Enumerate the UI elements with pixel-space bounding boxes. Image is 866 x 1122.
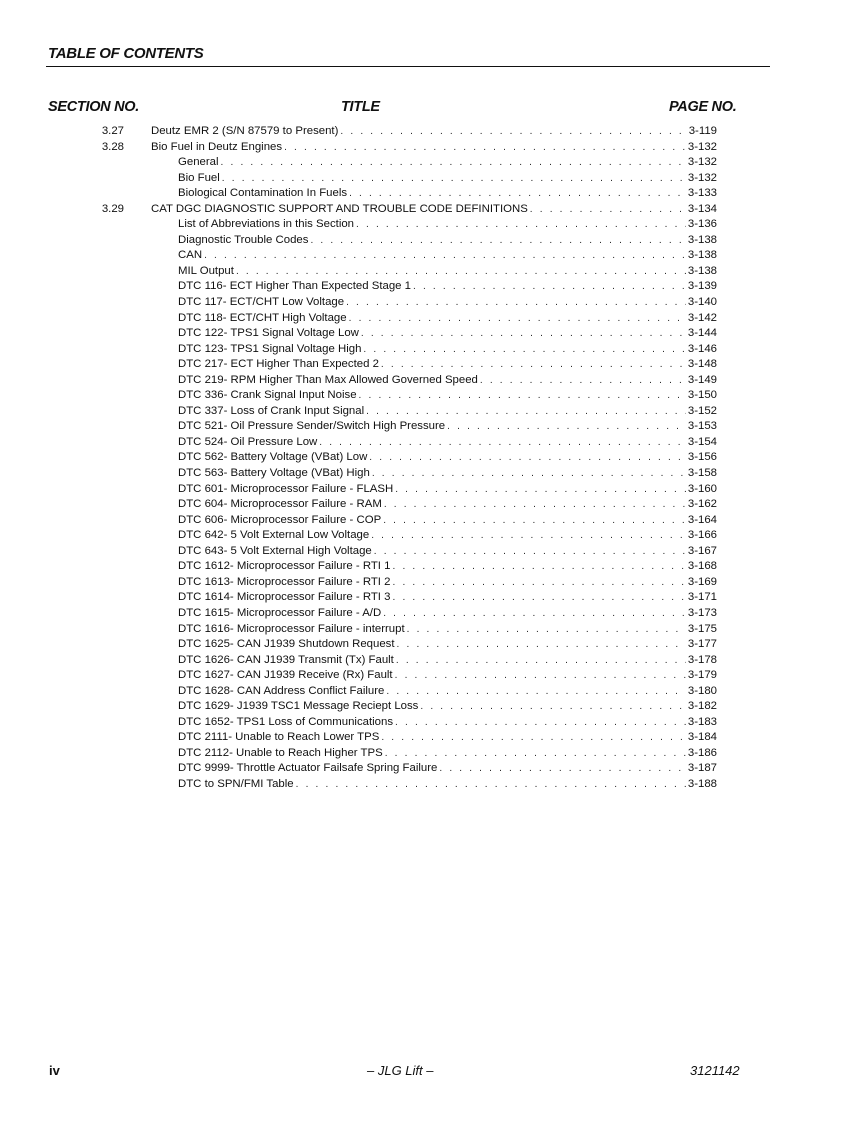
toc-entry[interactable]: [0, 171, 866, 187]
toc-entry-page: 3-139: [687, 280, 717, 293]
toc-entry-row: [178, 497, 717, 513]
toc-entry[interactable]: [0, 622, 866, 638]
dot-leader: [369, 450, 686, 466]
dot-leader: [420, 699, 685, 715]
toc-entry-page: 3-144: [687, 327, 717, 340]
toc-entry-title: DTC 604- Microprocessor Failure - RAM: [178, 498, 382, 511]
header-rule: [46, 66, 770, 67]
dot-leader: [395, 715, 686, 731]
toc-entry-row: [151, 140, 717, 156]
toc-entry-title: DTC 521- Oil Pressure Sender/Switch High Pressure: [178, 420, 446, 433]
toc-entry[interactable]: [0, 559, 866, 575]
toc-entry[interactable]: [0, 668, 866, 684]
toc-entry[interactable]: [0, 730, 866, 746]
toc-entry-page: 3-138: [687, 233, 717, 246]
toc-entry-row: [151, 202, 717, 218]
toc-entry-title: CAN: [178, 249, 203, 262]
toc-entry-page: 3-156: [687, 451, 717, 464]
toc-entry-row: [178, 357, 717, 373]
toc-entry-title: DTC 9999- Throttle Actuator Failsafe Spring Failure: [178, 762, 438, 775]
dot-leader: [349, 186, 686, 202]
dot-leader: [346, 295, 686, 311]
toc-entry-page: 3-182: [687, 700, 717, 713]
dot-leader: [222, 171, 686, 187]
toc-entry-page: 3-167: [687, 544, 717, 557]
dot-leader: [296, 777, 686, 793]
toc-entry[interactable]: [0, 342, 866, 358]
column-heading-section: SECTION NO.: [48, 99, 139, 115]
toc-entry-title: DTC 1616- Microprocessor Failure - interrupt: [178, 622, 405, 635]
toc-entry-page: 3-180: [687, 684, 717, 697]
dot-leader: [392, 575, 685, 591]
toc-entry-page: 3-134: [687, 202, 717, 215]
toc-entry[interactable]: [0, 544, 866, 560]
toc-entry[interactable]: [0, 248, 866, 264]
toc-entry-page: 3-168: [687, 560, 717, 573]
toc-entry-page: 3-187: [687, 762, 717, 775]
dot-leader: [392, 559, 685, 575]
toc-entry-row: [178, 622, 717, 638]
dot-leader: [359, 388, 686, 404]
toc-entry-title: Deutz EMR 2 (S/N 87579 to Present): [151, 125, 339, 137]
toc-entry-row: [178, 419, 717, 435]
toc-entry-title: DTC 606- Microprocessor Failure - COP: [178, 513, 382, 526]
toc-entry-title: MIL Output: [178, 264, 234, 277]
dot-leader: [439, 761, 686, 777]
toc-entry-page: 3-149: [687, 373, 717, 386]
toc-entry[interactable]: [0, 715, 866, 731]
toc-entry[interactable]: [0, 637, 866, 653]
dot-leader: [447, 419, 686, 435]
toc-entry-title: Bio Fuel in Deutz Engines: [151, 140, 283, 153]
dot-leader: [356, 217, 686, 233]
toc-entry[interactable]: [0, 217, 866, 233]
toc-entry-page: 3-175: [687, 622, 717, 635]
toc-entry-title: DTC 1652- TPS1 Loss of Communications: [178, 715, 394, 728]
toc-entry-row: [178, 311, 717, 327]
toc-entry-page: 3-152: [687, 404, 717, 417]
toc-entry-title: DTC 123- TPS1 Signal Voltage High: [178, 342, 362, 355]
footer-publisher: – JLG Lift –: [367, 1063, 434, 1078]
toc-entry-row: [178, 155, 717, 171]
toc-entry-title: DTC 1612- Microprocessor Failure - RTI 1: [178, 560, 391, 573]
toc-entry-row: [178, 699, 717, 715]
toc-entry-title: DTC 642- 5 Volt External Low Voltage: [178, 529, 370, 542]
dot-leader: [361, 326, 686, 342]
toc-entry-page: 3-148: [687, 358, 717, 371]
toc-entry-row: [178, 233, 717, 249]
dot-leader: [407, 622, 686, 638]
toc-entry-title: DTC 1627- CAN J1939 Receive (Rx) Fault: [178, 669, 393, 682]
dot-leader: [392, 590, 685, 606]
toc-entry-page: 3-169: [687, 575, 717, 588]
toc-entry[interactable]: [0, 653, 866, 669]
dot-leader: [397, 637, 686, 653]
toc-entry[interactable]: [0, 357, 866, 373]
toc-entry-row: [178, 482, 717, 498]
toc-entry-title: DTC 217- ECT Higher Than Expected 2: [178, 358, 379, 371]
toc-entry-row: [178, 684, 717, 700]
toc-entry-row: [178, 279, 717, 295]
dot-leader: [395, 482, 686, 498]
toc-entry-row: [178, 171, 717, 187]
dot-leader: [366, 404, 686, 420]
column-heading-title: TITLE: [341, 99, 380, 115]
toc-entry-page: 3-153: [687, 420, 717, 433]
toc-entry-row: [178, 404, 717, 420]
toc-entry-row: [178, 528, 717, 544]
toc-entry-page: 3-179: [687, 669, 717, 682]
toc-entry[interactable]: [0, 466, 866, 482]
toc-entry-page: 3-188: [687, 777, 717, 790]
toc-entry[interactable]: [0, 140, 866, 156]
dot-leader: [374, 544, 686, 560]
toc-entry-title: DTC 117- ECT/CHT Low Voltage: [178, 296, 345, 309]
toc-entry-row: [178, 513, 717, 529]
toc-entry-page: 3-178: [687, 653, 717, 666]
toc-entry-row: [178, 264, 717, 280]
toc-entry-page: 3-119: [688, 125, 717, 137]
footer-page-number: iv: [49, 1063, 60, 1078]
toc-entry-row: [178, 715, 717, 731]
toc-entry[interactable]: [0, 699, 866, 715]
toc-entry-title: DTC 643- 5 Volt External High Voltage: [178, 544, 372, 557]
toc-entry[interactable]: [0, 404, 866, 420]
toc-entry-title: CAT DGC DIAGNOSTIC SUPPORT AND TROUBLE CODE DEFINITIONS: [151, 202, 528, 215]
dot-leader: [371, 528, 686, 544]
toc-entry-title: Diagnostic Trouble Codes: [178, 233, 309, 246]
toc-entry-page: 3-173: [687, 606, 717, 619]
toc-entry-row: [178, 637, 717, 653]
toc-entry[interactable]: [0, 233, 866, 249]
toc-entry-row: [178, 186, 717, 202]
toc-entry-row: [178, 342, 717, 358]
toc-entry-title: DTC 1629- J1939 TSC1 Message Reciept Loss: [178, 700, 419, 713]
dot-leader: [221, 155, 686, 171]
dot-leader: [383, 513, 686, 529]
toc-entry-row: [178, 668, 717, 684]
toc-entry-title: DTC 118- ECT/CHT High Voltage: [178, 311, 347, 324]
toc-entry-page: 3-166: [687, 529, 717, 542]
toc-entry[interactable]: [0, 279, 866, 295]
toc-entry[interactable]: [0, 746, 866, 762]
toc-entry-row: [178, 653, 717, 669]
toc-entry-title: DTC 601- Microprocessor Failure - FLASH: [178, 482, 394, 495]
toc-entry-section-number: 3.28: [101, 140, 124, 153]
toc-entry-page: 3-158: [687, 467, 717, 480]
toc-entry[interactable]: [0, 124, 866, 140]
toc-entry[interactable]: [0, 482, 866, 498]
toc-entry-page: 3-186: [687, 746, 717, 759]
dot-leader: [384, 497, 686, 513]
dot-leader: [204, 248, 686, 264]
dot-leader: [340, 124, 686, 140]
toc-entry-row: [178, 326, 717, 342]
toc-entry-row: [178, 435, 717, 451]
toc-entry-title: DTC 1613- Microprocessor Failure - RTI 2: [178, 575, 391, 588]
dot-leader: [372, 466, 686, 482]
toc-entry-page: 3-132: [687, 156, 717, 169]
toc-entry-page: 3-136: [687, 218, 717, 231]
dot-leader: [310, 233, 685, 249]
toc-entry-row: [178, 248, 717, 264]
toc-entry-page: 3-150: [687, 389, 717, 402]
dot-leader: [284, 140, 686, 156]
toc-entry[interactable]: [0, 590, 866, 606]
toc-entry[interactable]: [0, 295, 866, 311]
toc-entry-row: [178, 777, 717, 793]
dot-leader: [530, 202, 686, 218]
dot-leader: [381, 357, 686, 373]
toc-entry-title: DTC to SPN/FMI Table: [178, 777, 294, 790]
toc-entry[interactable]: [0, 435, 866, 451]
dot-leader: [396, 653, 686, 669]
toc-entry-title: DTC 1615- Microprocessor Failure - A/D: [178, 606, 382, 619]
dot-leader: [349, 311, 686, 327]
toc-entry-title: DTC 336- Crank Signal Input Noise: [178, 389, 357, 402]
toc-entry[interactable]: [0, 373, 866, 389]
toc-entry[interactable]: [0, 528, 866, 544]
toc-entry[interactable]: [0, 575, 866, 591]
page-header-title: TABLE OF CONTENTS: [48, 45, 204, 62]
toc-entry-page: 3-171: [687, 591, 717, 604]
toc-entry[interactable]: [0, 311, 866, 327]
toc-entry-row: [178, 373, 717, 389]
toc-entry-title: List of Abbreviations in this Section: [178, 218, 355, 231]
toc-entry-row: [178, 466, 717, 482]
toc-entry-title: DTC 2111- Unable to Reach Lower TPS: [178, 731, 380, 744]
toc-entry-page: 3-133: [687, 187, 717, 200]
toc-entry-title: DTC 562- Battery Voltage (VBat) Low: [178, 451, 368, 464]
toc-entry[interactable]: [0, 684, 866, 700]
toc-entry-page: 3-183: [687, 715, 717, 728]
dot-leader: [386, 684, 685, 700]
toc-entry[interactable]: [0, 606, 866, 622]
toc-entry[interactable]: [0, 326, 866, 342]
toc-entry-title: DTC 563- Battery Voltage (VBat) High: [178, 467, 370, 480]
toc-entry-page: 3-162: [687, 498, 717, 511]
dot-leader: [385, 746, 686, 762]
toc-entry-title: DTC 122- TPS1 Signal Voltage Low: [178, 327, 359, 340]
toc-entry-page: 3-142: [687, 311, 717, 324]
toc-entry-title: DTC 1614- Microprocessor Failure - RTI 3: [178, 591, 391, 604]
toc-entry-title: General: [178, 156, 219, 169]
column-heading-page: PAGE NO.: [669, 99, 737, 115]
toc-entry[interactable]: [0, 186, 866, 202]
toc-entry-page: 3-140: [687, 296, 717, 309]
toc-entry-title: Biological Contamination In Fuels: [178, 187, 348, 200]
dot-leader: [363, 342, 685, 358]
toc-entry-row: [178, 575, 717, 591]
toc-entry-title: Bio Fuel: [178, 171, 220, 184]
toc-entry[interactable]: [0, 419, 866, 435]
dot-leader: [413, 279, 686, 295]
toc-entry-row: [178, 761, 717, 777]
toc-entry-row: [178, 295, 717, 311]
toc-entry-page: 3-177: [687, 638, 717, 651]
toc-entry-page: 3-132: [687, 140, 717, 153]
toc-entry[interactable]: [0, 388, 866, 404]
toc-entry-row: [178, 606, 717, 622]
toc-entry-row: [178, 590, 717, 606]
toc-entry-row: [178, 544, 717, 560]
dot-leader: [480, 373, 686, 389]
toc-entry[interactable]: [0, 202, 866, 218]
footer-document-number: 3121142: [690, 1063, 740, 1078]
toc-entry[interactable]: [0, 777, 866, 793]
toc-entry-title: DTC 219- RPM Higher Than Max Allowed Governed Speed: [178, 373, 478, 386]
toc-entry-title: DTC 1626- CAN J1939 Transmit (Tx) Fault: [178, 653, 394, 666]
toc-entry-page: 3-160: [687, 482, 717, 495]
toc-entry-page: 3-138: [687, 249, 717, 262]
toc-entry-page: 3-164: [687, 513, 717, 526]
toc-entry-page: 3-154: [687, 435, 717, 448]
toc-list: [0, 124, 866, 793]
toc-entry[interactable]: [0, 513, 866, 529]
toc-entry-page: 3-146: [687, 342, 717, 355]
toc-entry[interactable]: [0, 155, 866, 171]
toc-entry[interactable]: [0, 497, 866, 513]
dot-leader: [395, 668, 686, 684]
toc-entry-title: DTC 116- ECT Higher Than Expected Stage 1: [178, 280, 411, 293]
toc-entry[interactable]: [0, 450, 866, 466]
toc-entry[interactable]: [0, 264, 866, 280]
toc-entry-title: DTC 337- Loss of Crank Input Signal: [178, 404, 365, 417]
toc-entry-row: [178, 388, 717, 404]
toc-entry-title: DTC 2112- Unable to Reach Higher TPS: [178, 746, 383, 759]
toc-entry-section-number: 3.27: [101, 125, 124, 137]
toc-entry-row: [178, 217, 717, 233]
toc-entry-page: 3-132: [687, 171, 717, 184]
toc-entry-section-number: 3.29: [101, 202, 124, 215]
toc-entry-row: [178, 559, 717, 575]
toc-entry-title: DTC 1628- CAN Address Conflict Failure: [178, 684, 385, 697]
toc-entry-page: 3-138: [687, 264, 717, 277]
dot-leader: [236, 264, 686, 280]
toc-entry-row: [178, 730, 717, 746]
toc-entry-row: [178, 450, 717, 466]
toc-entry-row: [178, 746, 717, 762]
toc-entry-page: 3-184: [687, 731, 717, 744]
toc-entry-title: DTC 524- Oil Pressure Low: [178, 435, 318, 448]
toc-entry-title: DTC 1625- CAN J1939 Shutdown Request: [178, 638, 395, 651]
dot-leader: [383, 606, 686, 622]
toc-entry[interactable]: [0, 761, 866, 777]
toc-entry-row: [151, 124, 717, 140]
dot-leader: [319, 435, 686, 451]
dot-leader: [381, 730, 686, 746]
